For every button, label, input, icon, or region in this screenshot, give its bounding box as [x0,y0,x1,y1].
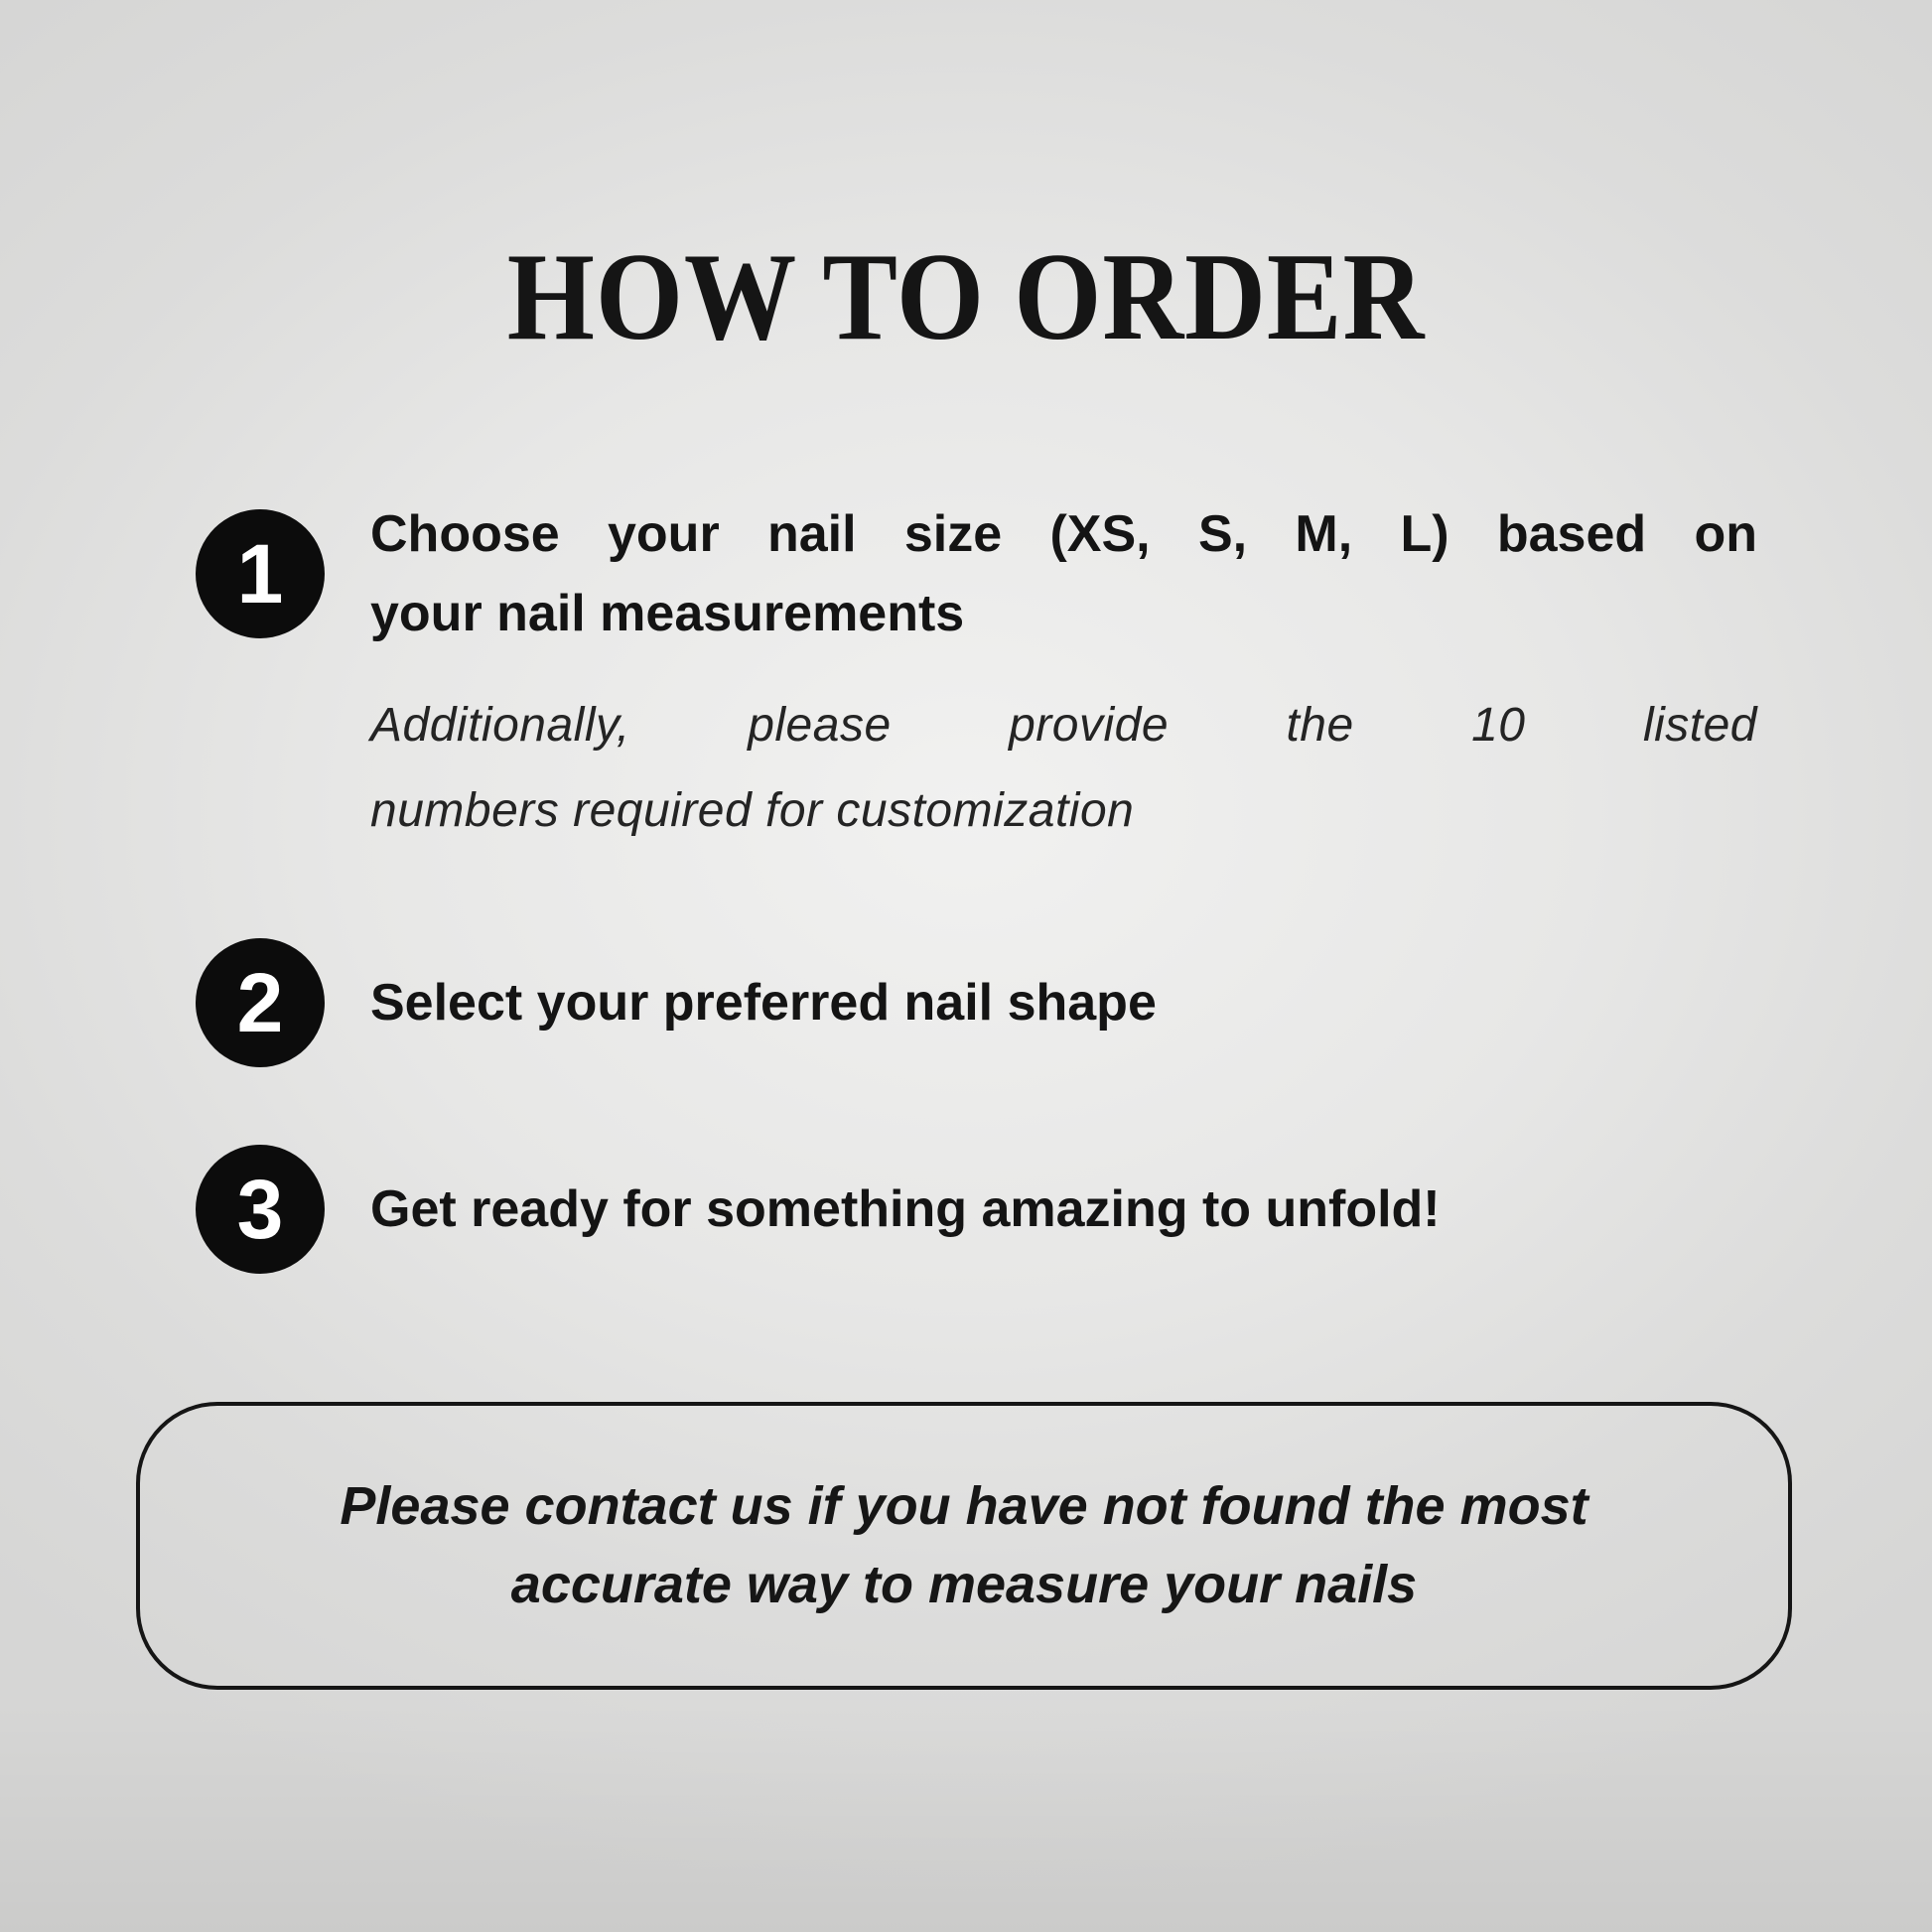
step-1-badge [196,509,325,638]
step-1-note [370,683,1757,854]
step-row-2 [196,938,1757,1067]
step-3-number: 3 [236,1163,284,1256]
step-2-badge [196,938,325,1067]
step-1-note-line-1: Additionally, please provide the 10 listed [370,699,1757,752]
step-3-badge [196,1145,325,1274]
step-2-number: 2 [236,956,284,1049]
step-3-text-line-1: Get ready for something amazing to unfold! [370,1180,1441,1238]
step-1-text-line-1: Choose your nail size (XS, S, M, L) based on [370,505,1757,563]
step-2-text [370,963,1757,1042]
step-2-text-line-1: Select your preferred nail shape [370,974,1157,1032]
step-1-note-line-2: numbers required for customization [370,784,1135,837]
contact-note-box [136,1402,1792,1690]
step-1-text-line-2: your nail measurements [370,585,965,642]
contact-note-line-2: accurate way to measure your nails [510,1555,1418,1614]
page-title: HOW TO ORDER [506,228,1426,366]
step-3-text [370,1170,1757,1249]
step-1-text [370,494,1757,653]
step-1-number: 1 [236,527,284,621]
step-row-3 [196,1145,1757,1274]
contact-note-line-1: Please contact us if you have not found the most [340,1476,1588,1536]
step-row-1 [196,494,1757,653]
